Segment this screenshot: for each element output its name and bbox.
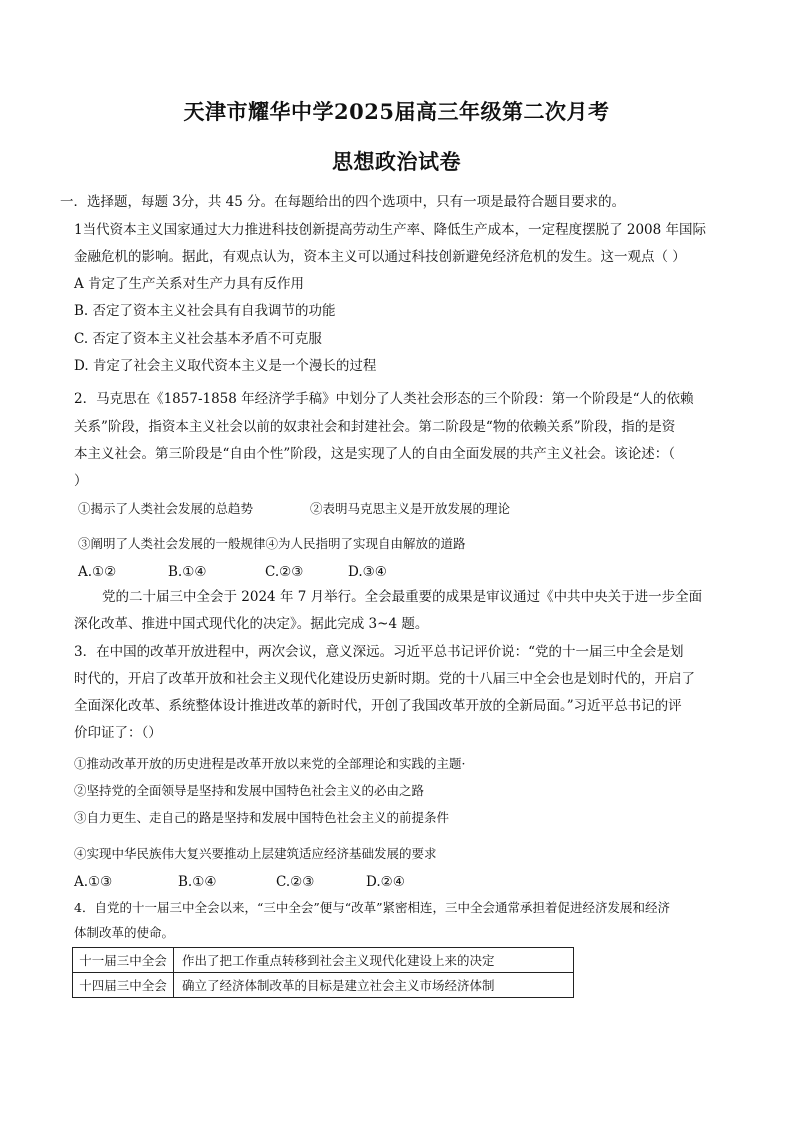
q2-option-a: A.①② <box>78 564 117 580</box>
q3-item-3: ③自力更生、走自己的路是坚持和发展中国特色社会主义的前提条件 <box>74 810 450 825</box>
table-row <box>73 973 574 998</box>
q2-stem-line-1: 2．马克思在《1857-1858 年经济学手稿》中划分了人类社会形态的三个阶段：第一个阶段是“人的依赖 <box>74 391 694 407</box>
q3-option-d: D.②④ <box>366 874 405 890</box>
material-line-2: 深化改革、推进中国式现代化的决定》。据此完成 3~4 题。 <box>74 616 429 632</box>
table-row <box>73 948 574 973</box>
exam-title: 天津市耀华中学2025届高三年级第二次月考 <box>183 99 610 124</box>
q2-option-b: B.①④ <box>168 564 207 580</box>
q2-option-d: D.③④ <box>348 564 387 580</box>
q2-stem-line-4: ） <box>74 473 88 489</box>
q4-stem-line-2: 体制改革的使命。 <box>74 925 175 940</box>
q3-stem-line-1: 3．在中国的改革开放进程中，两次会议，意义深远。习近平总书记评价说：“党的十一届三中全会是划 <box>74 644 684 660</box>
q2-option-c: C.②③ <box>265 564 304 580</box>
q4-stem-line-1: 4．自党的十一届三中全会以来，“三中全会”便与“改革”紧密相连，三中全会通常承担着促进经济发展和经济 <box>74 900 671 915</box>
q1-option-d: D. 肯定了社会主义取代资本主义是一个漫长的过程 <box>74 358 377 374</box>
q3-item-2: ②坚持党的全面领导是坚持和发展中国特色社会主义的必由之路 <box>74 783 425 798</box>
material-line-1: 党的二十届三中全会于 2024 年 7 月举行。全会最重要的成果是审议通过《中共中央关于进一步全面 <box>102 589 703 605</box>
q3-option-c: C.②③ <box>276 874 315 890</box>
q2-item-1: ①揭示了人类社会发展的总趋势 <box>78 501 254 516</box>
q1-option-a: A 肯定了生产关系对生产力具有反作用 <box>74 276 305 292</box>
q3-item-1: ①推动改革开放的历史进程是改革开放以来党的全部理论和实践的主题· <box>74 756 466 771</box>
section-instruction: 一．选择题，每题 3分，共 45 分。在每题给出的四个选项中，只有一项是最符合题目要求的。 <box>60 194 626 210</box>
q3-stem-line-2: 时代的，开启了改革开放和社会主义现代化建设历史新时期。党的十八届三中全会也是划时代的，开启了 <box>74 671 695 687</box>
table-cell-content: 作出了把工作重点转移到社会主义现代化建设上来的决定 <box>174 948 574 973</box>
exam-subtitle: 思想政治试卷 <box>332 149 461 174</box>
q3-stem-line-3: 全面深化改革、系统整体设计推进改革的新时代，开创了我国改革开放的全新局面。”习近平总书记的评 <box>74 698 682 714</box>
q2-items-row-2: ③阐明了人类社会发展的一般规律④为人民指明了实现自由解放的道路 <box>78 536 466 551</box>
q1-option-c: C. 否定了资本主义社会基本矛盾不可克服 <box>74 331 322 347</box>
q2-item-2: ②表明马克思主义是开放发展的理论 <box>310 501 511 516</box>
q2-stem-line-2: 关系”阶段，指资本主义社会以前的奴隶社会和封建社会。第二阶段是“物的依赖关系”阶段，指的是资 <box>74 419 676 435</box>
q2-stem-line-3: 本主义社会。第三阶段是“自由个性”阶段，这是实现了人的自由全面发展的共产主义社会。该论述：（ <box>74 446 676 462</box>
q3-option-b: B.①④ <box>178 874 217 890</box>
q1-stem-line-2: 金融危机的影响。据此，有观点认为，资本主义可以通过科技创新避免经济危机的发生。这一观点（ ） <box>74 249 686 265</box>
table-cell-session: 十四届三中全会 <box>73 973 174 998</box>
q1-stem-line-1: 1当代资本主义国家通过大力推进科技创新提高劳动生产率、降低生产成本，一定程度摆脱了 2008 年国际 <box>74 222 707 238</box>
q4-table <box>72 947 574 998</box>
q3-option-a: A.①③ <box>74 874 113 890</box>
q3-stem-line-4: 价印证了：（） <box>74 725 162 741</box>
q3-item-4: ④实现中华民族伟大复兴要推动上层建筑适应经济基础发展的要求 <box>74 846 437 861</box>
table-cell-content: 确立了经济体制改革的目标是建立社会主义市场经济体制 <box>174 973 574 998</box>
table-cell-session: 十一届三中全会 <box>73 948 174 973</box>
q1-option-b: B. 否定了资本主义社会具有自我调节的功能 <box>74 303 336 319</box>
